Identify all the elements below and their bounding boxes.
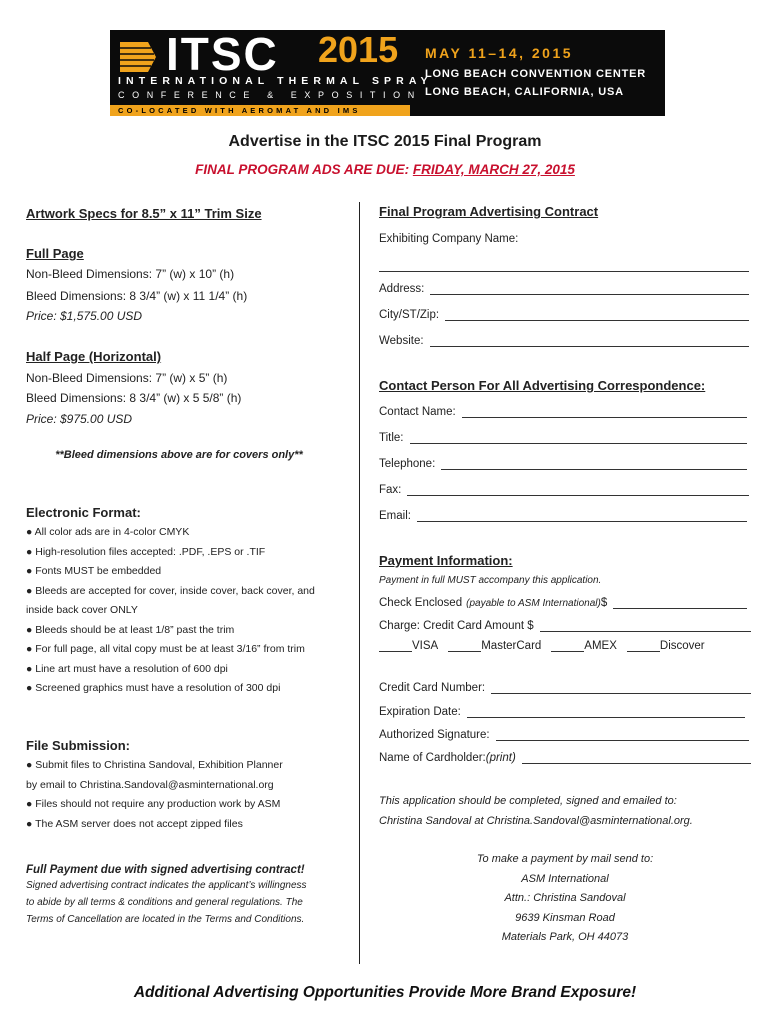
list-item: ● Files should not require any production work by ASM [26, 798, 281, 810]
page-title: Advertise in the ITSC 2015 Final Program [228, 133, 542, 150]
mail-address-block [380, 853, 750, 951]
full-page-nonbleed: Non-Bleed Dimensions: 7” (w) x 10” (h) [26, 267, 235, 281]
card-visa: VISA [412, 640, 439, 652]
full-page-price: Price: $1,575.00 USD [26, 309, 143, 323]
fax-field[interactable] [407, 484, 749, 496]
payment-due-heading: Full Payment due with signed advertising contract! [26, 864, 305, 876]
company-name-label: Exhibiting Company Name: [379, 233, 519, 245]
mail-line: Attn.: Christina Sandoval [504, 892, 626, 904]
email-field[interactable] [417, 510, 747, 522]
address-field[interactable] [430, 283, 749, 295]
list-item: inside back cover ONLY [26, 604, 138, 616]
card-mastercard: MasterCard [481, 640, 542, 652]
address-row [379, 283, 749, 295]
contact-heading: Contact Person For All Advertising Correspondence: [379, 378, 706, 393]
list-item: by email to Christina.Sandoval@asminternational.org [26, 778, 274, 791]
banner-subtitle-1: INTERNATIONAL THERMAL SPRAY [118, 75, 433, 87]
discover-checkbox[interactable] [627, 640, 660, 652]
website-row [379, 335, 749, 347]
file-submission-list [26, 759, 283, 837]
full-page-heading: Full Page [26, 246, 84, 261]
payment-heading: Payment Information: [379, 553, 513, 568]
contact-name-row [379, 406, 747, 418]
event-venue: LONG BEACH CONVENTION CENTER [425, 68, 647, 80]
title-label: Title: [379, 432, 404, 444]
website-label: Website: [379, 335, 424, 347]
fax-label: Fax: [379, 484, 402, 496]
email-row [379, 510, 747, 522]
check-dollar: $ [600, 597, 608, 609]
cc-number-field[interactable] [491, 682, 751, 694]
title-field[interactable] [410, 432, 748, 444]
contact-name-label: Contact Name: [379, 406, 456, 418]
column-divider [359, 202, 360, 964]
amex-checkbox[interactable] [551, 640, 584, 652]
event-dates: MAY 11–14, 2015 [425, 45, 574, 61]
website-field[interactable] [430, 335, 749, 347]
charge-row [379, 620, 751, 632]
note-line: to abide by all terms & conditions and general regulations. The [26, 897, 303, 908]
list-item: ● Bleeds should be at least 1/8” past the trim [26, 623, 235, 636]
cardholder-label: Name of Cardholder: [379, 752, 486, 764]
mail-line: To make a payment by mail send to: [476, 853, 654, 865]
check-amount-field[interactable] [613, 597, 747, 609]
half-page-price: Price: $975.00 USD [26, 412, 133, 426]
charge-amount-field[interactable] [540, 620, 751, 632]
cardholder-field[interactable] [522, 752, 751, 764]
colocated-text: CO-LOCATED WITH AEROMAT AND IMS [118, 106, 361, 115]
city-field[interactable] [445, 309, 749, 321]
submit-note-line-1: This application should be completed, signed and emailed to: [379, 795, 677, 807]
check-paren: (payable to ASM International) [466, 598, 601, 609]
fax-row [379, 484, 749, 496]
check-row [379, 597, 747, 609]
full-page-bleed: Bleed Dimensions: 8 3/4” (w) x 11 1/4” (h) [26, 289, 248, 303]
list-item: ● Submit files to Christina Sandoval, Exhibition Planner [26, 759, 283, 771]
company-name-field[interactable] [379, 271, 749, 272]
visa-checkbox[interactable] [379, 640, 412, 652]
event-city: LONG BEACH, CALIFORNIA, USA [425, 86, 624, 98]
due-date-notice [0, 162, 770, 177]
electronic-format-list [26, 526, 315, 702]
specs-heading: Artwork Specs for 8.5” x 11” Trim Size [26, 206, 262, 221]
cc-number-row [379, 682, 751, 694]
note-line: Signed advertising contract indicates the applicant’s willingness [26, 880, 307, 891]
list-item: ● High-resolution files accepted: .PDF, .EPS or .TIF [26, 545, 266, 558]
mastercard-checkbox[interactable] [448, 640, 481, 652]
payment-due-text [26, 880, 307, 931]
charge-label: Charge: Credit Card Amount $ [379, 620, 534, 632]
signature-field[interactable] [496, 729, 749, 741]
cc-number-label: Credit Card Number: [379, 682, 486, 694]
mail-line: 9639 Kinsman Road [515, 911, 615, 924]
half-page-nonbleed: Non-Bleed Dimensions: 7” (w) x 5” (h) [26, 371, 228, 385]
submit-note-line-2: Christina Sandoval at Christina.Sandoval@asminternational.org. [379, 815, 693, 827]
title-row [379, 432, 747, 444]
mail-line: ASM International [521, 872, 609, 885]
logo-text: ITSC [166, 28, 279, 80]
contact-name-field[interactable] [462, 406, 747, 418]
telephone-field[interactable] [441, 458, 747, 470]
contract-heading: Final Program Advertising Contract [379, 204, 599, 219]
list-item: ● Bleeds are accepted for cover, inside cover, back cover, and [26, 584, 315, 597]
telephone-row [379, 458, 747, 470]
list-item: ● The ASM server does not accept zipped files [26, 817, 243, 830]
cardholder-paren: (print) [485, 752, 516, 764]
list-item: ● For full page, all vital copy must be at least 3/16” from trim [26, 643, 305, 655]
logo-year: 2015 [318, 29, 399, 70]
cardholder-row [379, 752, 751, 764]
expiration-row [379, 706, 745, 718]
due-prefix: FINAL PROGRAM ADS ARE DUE: [195, 162, 413, 177]
city-row [379, 309, 749, 321]
signature-row [379, 729, 749, 741]
footer-tagline: Additional Advertising Opportunities Provide More Brand Exposure! [133, 984, 637, 1001]
list-item: ● All color ads are in 4-color CMYK [26, 526, 190, 538]
electronic-format-heading: Electronic Format: [26, 505, 141, 520]
note-line: Terms of Cancellation are located in the Terms and Conditions. [26, 914, 305, 925]
mail-line: Materials Park, OH 44073 [501, 931, 629, 943]
list-item: ● Fonts MUST be embedded [26, 565, 162, 577]
signature-label: Authorized Signature: [379, 729, 490, 741]
file-submission-heading: File Submission: [26, 738, 131, 753]
list-item: ● Screened graphics must have a resolution of 300 dpi [26, 682, 281, 694]
check-label: Check Enclosed [379, 597, 463, 609]
half-page-heading: Half Page (Horizontal) [26, 349, 162, 364]
card-amex: AMEX [584, 640, 617, 652]
card-discover: Discover [659, 640, 705, 652]
bleed-note: **Bleed dimensions above are for covers only** [55, 449, 303, 461]
half-page-bleed: Bleed Dimensions: 8 3/4” (w) x 5 5/8” (h) [26, 391, 242, 405]
banner-subtitle-2: CONFERENCE & EXPOSITION [118, 90, 422, 100]
due-date: FRIDAY, MARCH 27, 2015 [412, 162, 575, 177]
email-label: Email: [379, 510, 411, 522]
list-item: ● Line art must have a resolution of 600 dpi [26, 662, 228, 675]
payment-subtitle: Payment in full MUST accompany this application. [379, 575, 602, 586]
expiration-field[interactable] [467, 706, 745, 718]
flame-logo-icon [118, 38, 158, 76]
expiration-label: Expiration Date: [379, 706, 461, 718]
address-label: Address: [379, 283, 425, 295]
event-banner [110, 30, 665, 116]
telephone-label: Telephone: [379, 458, 436, 470]
card-type-row [379, 640, 705, 652]
city-label: City/ST/Zip: [379, 309, 440, 321]
